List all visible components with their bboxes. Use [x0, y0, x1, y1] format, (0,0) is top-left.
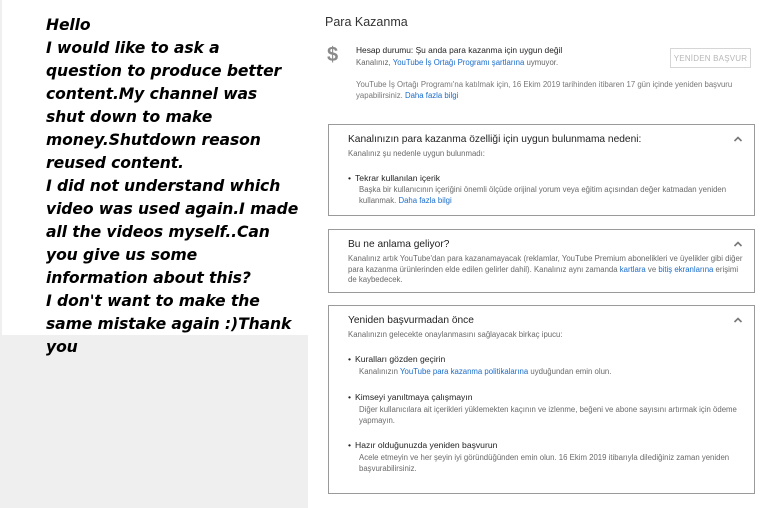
- question-note: [2, 0, 308, 356]
- before-card-title: Yeniden başvurmadan önce: [348, 315, 474, 326]
- monetization-policies-link[interactable]: YouTube para kazanma politikalarına: [400, 367, 529, 376]
- reason-card-title: Kanalınızın para kazanma özelliği için uygun bulunmama nedeni:: [348, 134, 642, 145]
- chevron-up-icon[interactable]: [732, 238, 744, 250]
- meaning-body-c: erişimi de kaybedecek.: [348, 264, 739, 284]
- tip-title: • Kuralları gözden geçirin: [348, 354, 445, 364]
- reason-card-subtitle: Kanalınız şu nedenle uygun bulunmadı:: [348, 149, 485, 158]
- monetization-panel: [308, 0, 762, 508]
- tip-title: • Hazır olduğunuzda yeniden başvurun: [348, 440, 497, 450]
- reason-item-desc: [359, 185, 744, 206]
- status-detail-prefix: Kanalınız,: [356, 58, 393, 67]
- meaning-body-a: Kanalınız artık YouTube'dan para kazanamayacak (reklamlar, YouTube Premium abonelikleri ve üyelikler gibi diğer para kazanma ürünlerinden elde edilen gelirler dahil). Kanalınız aynı zamanda: [348, 254, 743, 274]
- chevron-up-icon[interactable]: [732, 133, 744, 145]
- before-card-subtitle: Kanalınızın gelecekte onaylanmasını sağlayacak birkaç ipucu:: [348, 330, 563, 339]
- question-text: Hello I would like to ask a question to produce better content.My channel was shut down to make money.Shutdown reason reused content. I did not understand which video was used again.I made all the videos myself..Can you give us some information about this? I don't want to make the same mistake again :)Thank you: [46, 16, 299, 356]
- meaning-body-b: ve: [645, 264, 659, 274]
- account-status: Hesap durumu: Şu anda para kazanma için uygun değil: [356, 45, 563, 55]
- tip-title: • Kimseyi yanıltmaya çalışmayın: [348, 392, 473, 402]
- tip-desc-suffix: uyduğundan emin olun.: [528, 367, 612, 376]
- reapply-note-text: YouTube İş Ortağı Programı'na katılmak için, 16 Ekim 2019 tarihinden itibaren 17 gün içinde yeniden başvuru yapabilirsiniz.: [356, 80, 733, 100]
- tip-desc: Acele etmeyin ve her şeyin iyi göründüğünden emin olun. 16 Ekim 2019 itibarıyla dilediğiniz zaman yeniden başvurabilirsiniz.: [359, 453, 730, 473]
- tip-desc-prefix: Kanalınızın: [359, 367, 401, 376]
- meaning-card[interactable]: [328, 229, 755, 293]
- learn-more-link[interactable]: Daha fazla bilgi: [404, 91, 459, 100]
- status-detail: [356, 58, 686, 67]
- end-screens-link[interactable]: bitiş ekranlarına: [658, 264, 714, 274]
- ypp-terms-link[interactable]: YouTube İş Ortağı Programı şartlarına: [392, 58, 525, 67]
- meaning-body: [348, 254, 748, 286]
- reapply-note: [356, 79, 746, 101]
- reason-item-title: • Tekrar kullanılan içerik: [348, 173, 440, 183]
- cards-link[interactable]: kartlara: [619, 264, 646, 274]
- reapply-button[interactable]: YENİDEN BAŞVUR: [670, 48, 751, 68]
- dollar-icon: $: [327, 44, 339, 66]
- chevron-up-icon[interactable]: [732, 314, 744, 326]
- tip-desc: Diğer kullanıcılara ait içerikleri yüklemekten kaçının ve izlenme, beğeni ve abone sayısını artırmak için ödeme yapmayın.: [359, 405, 737, 425]
- reason-card[interactable]: [328, 124, 755, 216]
- page-title: Para Kazanma: [325, 15, 408, 29]
- meaning-card-title: Bu ne anlama geliyor?: [348, 239, 450, 250]
- reason-learn-more-link[interactable]: Daha fazla bilgi: [398, 195, 452, 205]
- reason-item-text: Başka bir kullanıcının içeriğini önemli ölçüde orijinal yorum veya eğitim açısından değer katmadan yeniden kullanmak.: [359, 185, 727, 205]
- before-reapply-card[interactable]: [328, 305, 755, 494]
- status-detail-suffix: uymuyor.: [524, 58, 559, 67]
- tip-desc: [359, 367, 744, 378]
